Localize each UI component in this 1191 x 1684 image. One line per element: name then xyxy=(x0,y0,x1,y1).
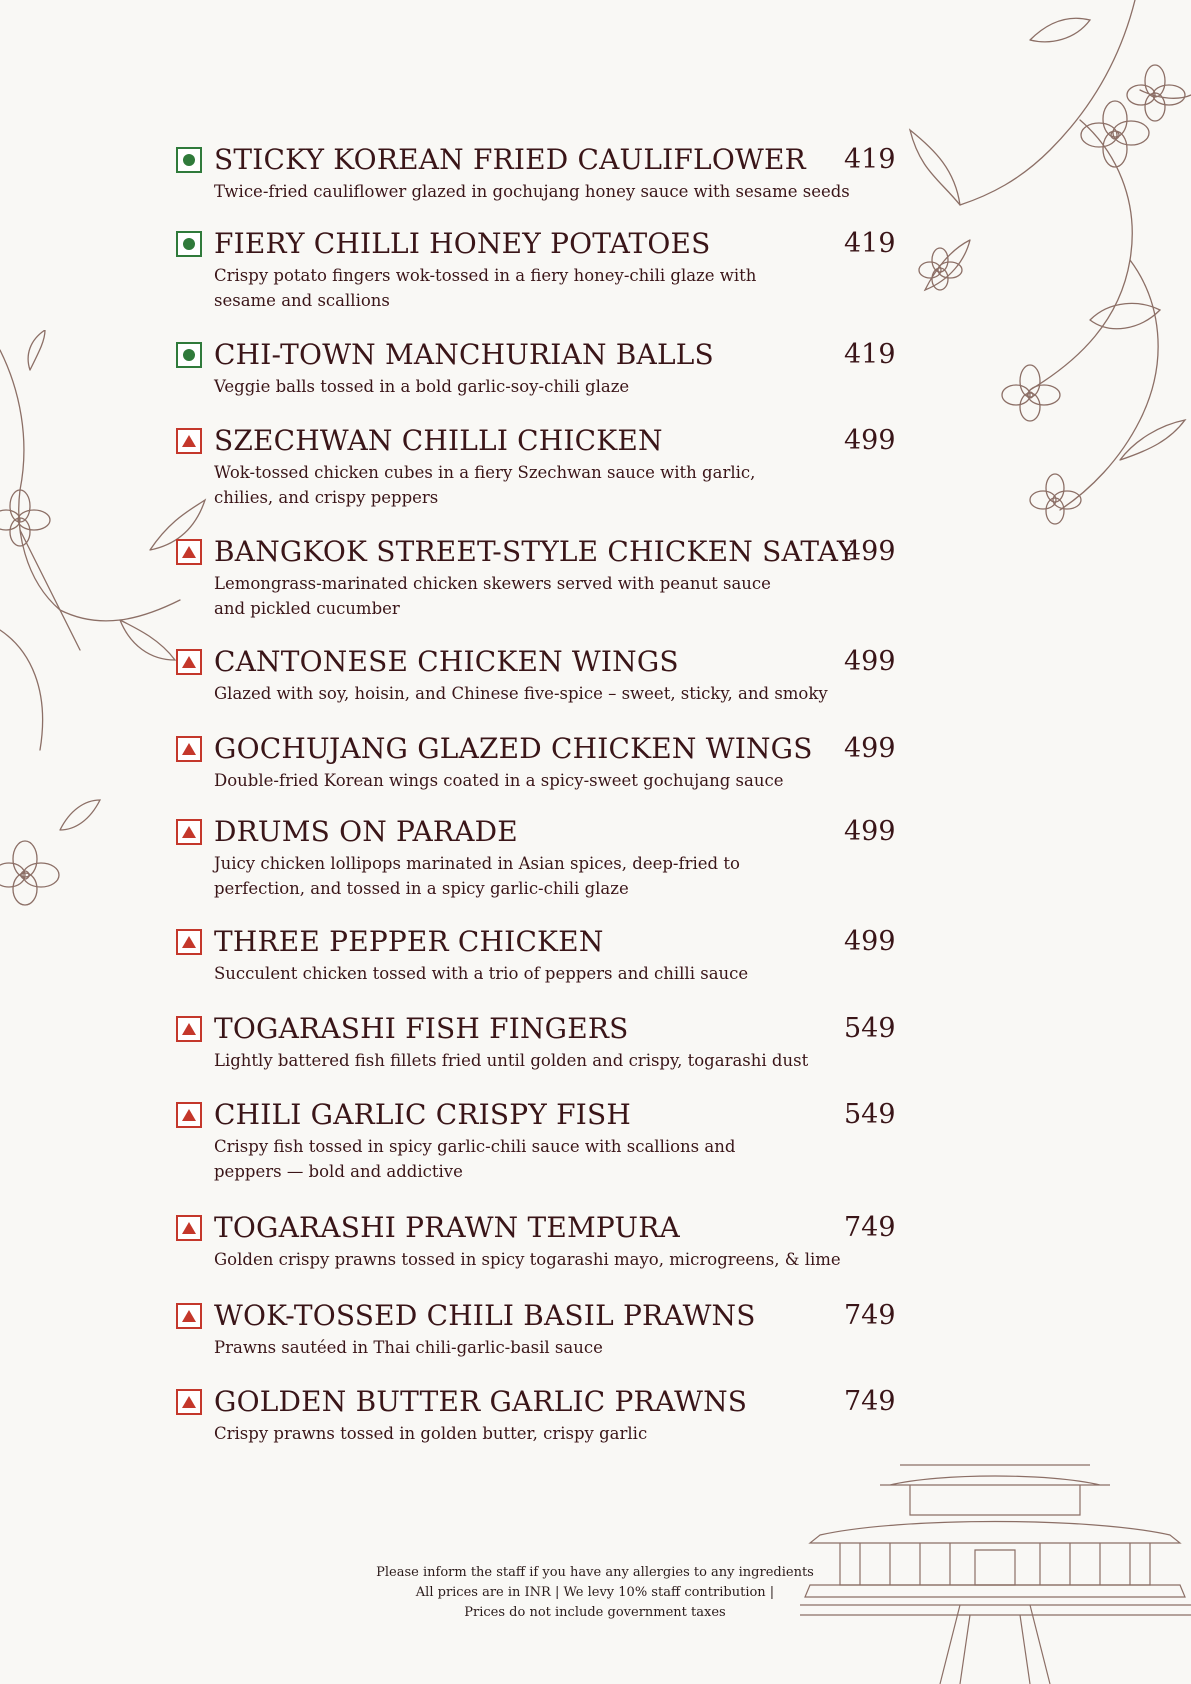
non-veg-indicator-icon xyxy=(176,929,202,955)
veg-indicator-icon xyxy=(176,147,202,173)
item-price: 499 xyxy=(844,816,896,847)
item-name: BANGKOK STREET-STYLE CHICKEN SATAY xyxy=(214,535,856,568)
item-name: WOK-TOSSED CHILI BASIL PRAWNS xyxy=(214,1299,756,1332)
item-description: Veggie balls tossed in a bold garlic-soy-chili glaze xyxy=(214,377,630,396)
item-name: GOCHUJANG GLAZED CHICKEN WINGS xyxy=(214,732,813,765)
non-veg-indicator-icon xyxy=(176,1389,202,1415)
veg-indicator-icon xyxy=(176,342,202,368)
non-veg-indicator-icon xyxy=(176,1303,202,1329)
item-name: THREE PEPPER CHICKEN xyxy=(214,925,604,958)
item-name: CHI-TOWN MANCHURIAN BALLS xyxy=(214,338,714,371)
non-veg-indicator-icon xyxy=(176,428,202,454)
non-veg-indicator-icon xyxy=(176,1215,202,1241)
non-veg-indicator-icon xyxy=(176,736,202,762)
item-name: CANTONESE CHICKEN WINGS xyxy=(214,645,679,678)
item-description: Golden crispy prawns tossed in spicy togarashi mayo, microgreens, & lime xyxy=(214,1250,841,1269)
item-price: 499 xyxy=(844,926,896,957)
item-name: SZECHWAN CHILLI CHICKEN xyxy=(214,424,663,457)
item-description: Glazed with soy, hoisin, and Chinese five-spice – sweet, sticky, and smoky xyxy=(214,684,828,703)
non-veg-indicator-icon xyxy=(176,819,202,845)
item-name: DRUMS ON PARADE xyxy=(214,815,518,848)
item-description: Crispy fish tossed in spicy garlic-chili sauce with scallions and peppers — bold and addictive xyxy=(214,1137,736,1181)
item-price: 499 xyxy=(844,733,896,764)
item-price: 549 xyxy=(844,1013,896,1044)
item-price: 499 xyxy=(844,536,896,567)
non-veg-indicator-icon xyxy=(176,1016,202,1042)
tax-note: Prices do not include government taxes xyxy=(464,1605,726,1620)
item-description: Lemongrass-marinated chicken skewers served with peanut sauce and pickled cucumber xyxy=(214,574,771,618)
item-description: Wok-tossed chicken cubes in a fiery Szechwan sauce with garlic, chilies, and crispy peppers xyxy=(214,463,756,507)
non-veg-indicator-icon xyxy=(176,539,202,565)
item-price: 419 xyxy=(844,144,896,175)
veg-indicator-icon xyxy=(176,231,202,257)
item-description: Prawns sautéed in Thai chili-garlic-basil sauce xyxy=(214,1338,603,1357)
non-veg-indicator-icon xyxy=(176,649,202,675)
allergy-note: Please inform the staff if you have any allergies to any ingredients xyxy=(376,1565,814,1580)
item-price: 499 xyxy=(844,425,896,456)
item-description: Juicy chicken lollipops marinated in Asian spices, deep-fried to perfection, and tossed in a spicy garlic-chili glaze xyxy=(214,854,740,898)
item-description: Twice-fried cauliflower glazed in gochujang honey sauce with sesame seeds xyxy=(214,182,850,201)
item-price: 419 xyxy=(844,228,896,259)
item-price: 499 xyxy=(844,646,896,677)
item-description: Crispy potato fingers wok-tossed in a fiery honey-chili glaze with sesame and scallions xyxy=(214,266,757,310)
item-description: Lightly battered fish fillets fried until golden and crispy, togarashi dust xyxy=(214,1051,809,1070)
item-price: 749 xyxy=(844,1300,896,1331)
item-name: CHILI GARLIC CRISPY FISH xyxy=(214,1098,631,1131)
item-name: FIERY CHILLI HONEY POTATOES xyxy=(214,227,711,260)
item-name: TOGARASHI FISH FINGERS xyxy=(214,1012,629,1045)
item-price: 749 xyxy=(844,1212,896,1243)
item-price: 419 xyxy=(844,339,896,370)
item-description: Crispy prawns tossed in golden butter, crispy garlic xyxy=(214,1424,648,1443)
item-price: 549 xyxy=(844,1099,896,1130)
item-name: STICKY KOREAN FRIED CAULIFLOWER xyxy=(214,143,806,176)
item-description: Double-fried Korean wings coated in a spicy-sweet gochujang sauce xyxy=(214,771,784,790)
non-veg-indicator-icon xyxy=(176,1102,202,1128)
item-name: TOGARASHI PRAWN TEMPURA xyxy=(214,1211,680,1244)
item-description: Succulent chicken tossed with a trio of peppers and chilli sauce xyxy=(214,964,749,983)
price-note: All prices are in INR | We levy 10% staff contribution | xyxy=(415,1585,775,1600)
item-name: GOLDEN BUTTER GARLIC PRAWNS xyxy=(214,1385,748,1418)
item-price: 749 xyxy=(844,1386,896,1417)
footer-note xyxy=(350,1563,840,1623)
